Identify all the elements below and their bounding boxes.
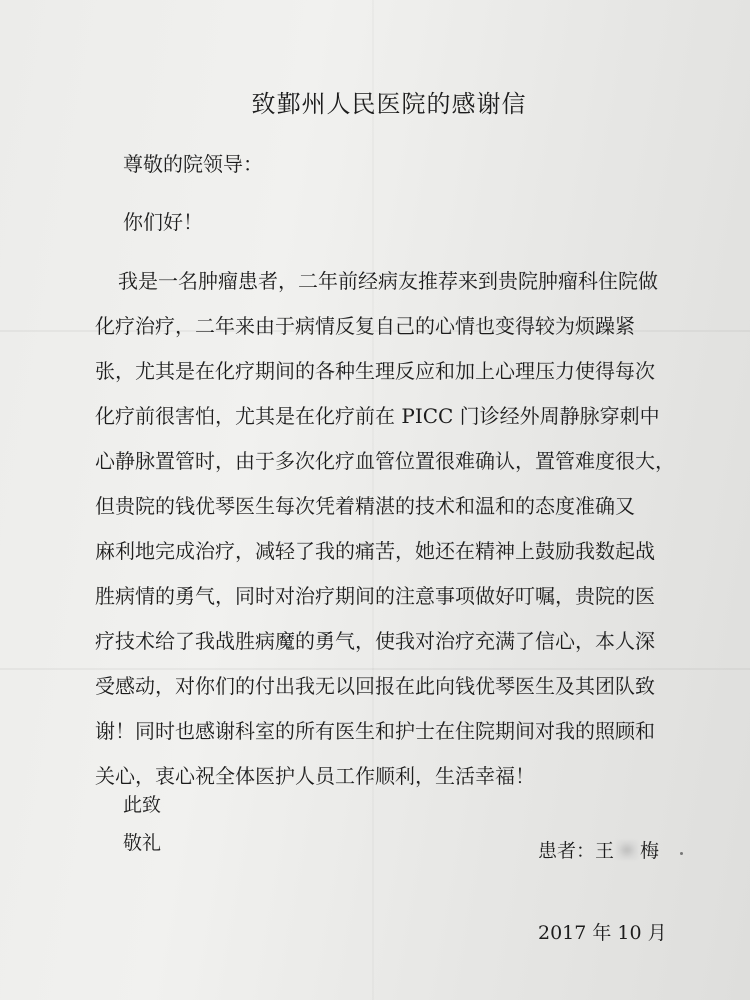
body-line: 谢！同时也感谢科室的所有医生和护士在住院期间对我的照顾和 [95,719,655,743]
letter-title: 致鄞州人民医院的感谢信 [251,90,527,118]
body-line: 化疗前很害怕，尤其是在化疗前在 PICC 门诊经外周静脉穿刺中 [95,404,660,428]
body-line: 张，尤其是在化疗期间的各种生理反应和加上心理压力使得每次 [95,359,655,383]
closing-line: 敬礼 [123,832,162,854]
body-line: 但贵院的钱优琴医生每次凭着精湛的技术和温和的态度准确又 [95,494,635,518]
letter-salutation: 尊敬的院领导： [123,152,263,176]
body-line: 关心，衷心祝全体医护人员工作顺利，生活幸福！ [95,764,535,788]
body-line: 心静脉置管时，由于多次化疗血管位置很难确认，置管难度很大， [95,449,675,473]
ink-dot [680,852,683,855]
redacted-name-blur [616,840,638,860]
body-line: 化疗治疗，二年来由于病情反复自己的心情也变得较为烦躁紧 [95,314,635,338]
letter-date: 2017 年 10 月 [538,922,667,944]
body-line: 胜病情的勇气，同时对治疗期间的注意事项做好叮嘱，贵院的医 [95,584,655,608]
signature-prefix: 患者：王 [538,840,615,862]
signature-suffix: 梅 [640,840,660,862]
patient-signature [538,836,659,863]
letter-greeting: 你们好！ [123,210,203,234]
body-line: 我是一名肿瘤患者，二年前经病友推荐来到贵院肿瘤科住院做 [118,269,658,293]
body-line: 麻利地完成治疗，减轻了我的痛苦，她还在精神上鼓励我数起战 [95,539,655,563]
closing-line: 此致 [123,794,162,816]
body-line: 疗技术给了我战胜病魔的勇气，使我对治疗充满了信心，本人深 [95,629,655,653]
body-line: 受感动，对你们的付出我无以回报在此向钱优琴医生及其团队致 [95,674,655,698]
